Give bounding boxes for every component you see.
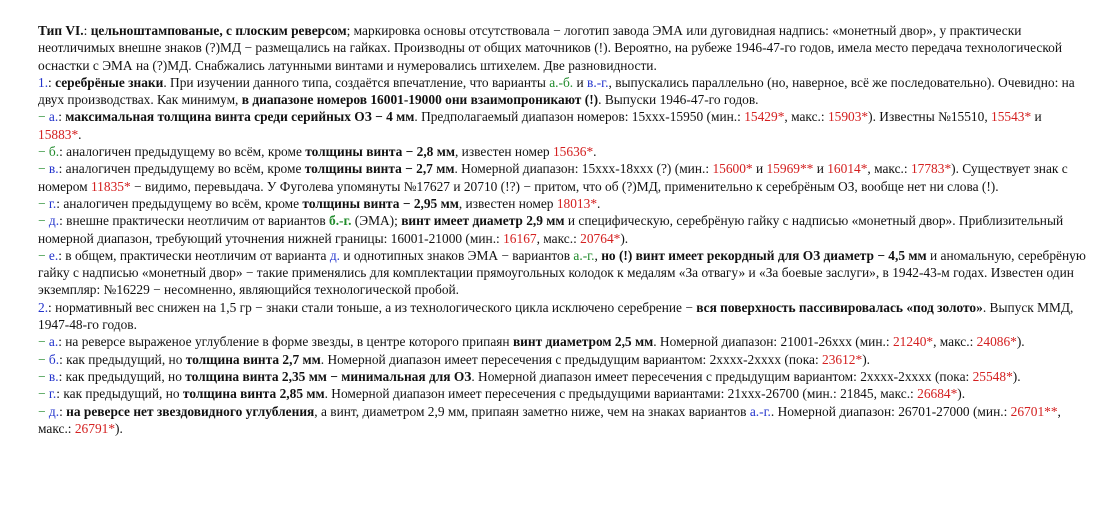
- emphasis-text: вся поверхность пассивировалась «под золото»: [696, 299, 983, 315]
- emphasis-text: винт имеет диаметр 2,9 мм: [401, 213, 565, 229]
- badge-number: 20764*: [580, 230, 621, 246]
- subtype-2-paragraph: [38, 299, 1088, 334]
- variant-2a-paragraph: [38, 333, 1088, 350]
- badge-number: 16014*: [827, 161, 868, 177]
- variant-1a-paragraph: [38, 108, 1088, 143]
- variant-2e-paragraph: [38, 403, 1088, 438]
- badge-number: 26684*: [917, 386, 958, 402]
- text-span: . Номерной диапазон: 26701-27000 (мин.:: [770, 403, 1011, 419]
- text-span: :: [48, 74, 56, 90]
- variant-letter: в.: [48, 368, 59, 384]
- text-span: . Номерной диапазон имеет пересечения с предыдущим вариантом: 2хххх-2хххх (пока:: [320, 351, 823, 367]
- text-span: .: [593, 144, 597, 160]
- text-span: : в общем, практически неотличим от варианта: [58, 247, 330, 263]
- bullet-dash: −: [38, 161, 49, 177]
- badge-number: 11835*: [90, 178, 131, 194]
- bullet-dash: −: [38, 351, 49, 367]
- variant-ref: в.-г.: [587, 74, 609, 90]
- emphasis-text: толщина винта 2,35 мм − минимальная для ОЗ: [185, 368, 472, 384]
- text-span: , известен номер: [458, 195, 557, 211]
- bullet-dash: −: [38, 368, 49, 384]
- variant-2b-paragraph: [38, 351, 1088, 368]
- emphasis-text: толщины винта − 2,8 мм: [305, 144, 455, 160]
- variant-ref: а.-г.: [573, 247, 595, 263]
- variant-letter: а.: [48, 334, 59, 350]
- text-span: и специфическую, серебрёную гайку с надписью «монетный двор». Приблизительный номерной диапазон, требующий уточнения нижней границы: 16001-21000 (мин.:: [38, 213, 1064, 246]
- text-span: ).: [1016, 334, 1025, 350]
- badge-number: 16167: [503, 230, 537, 246]
- bullet-dash: −: [38, 386, 49, 402]
- text-span: , выпускались параллельно (но, наверное, всё же последовательно). Очевидно: на двух производствах. Как минимум,: [38, 74, 1075, 108]
- text-span: ; маркировка основы отсутствовала − логотип завода ЭМА или дуговидная надпись: «монетный двор», у практически неотличимых внешне знаков (?)МД − размещались на гайках. Производны от общих маточников (!). Вероятно, на рубеже 1946-47-го годов, имела место передача технологической оснастки с ЭМА на (?)МД. Снабжались латунными винтами и нумеровались штихелем. Две разновидности.: [38, 23, 1063, 73]
- type-subtitle: цельноштампованые, с плоским реверсом: [90, 23, 347, 38]
- text-span: . Номерной диапазон имеет пересечения с предыдущими вариантами: 21ххх-26700 (мин.: 21845, макс.:: [324, 386, 918, 402]
- badge-number: 25548*: [972, 368, 1013, 384]
- text-span: : нормативный вес снижен на 1,5 гр − знаки стали тоньше, а из технологического цикла исключено серебрение −: [48, 299, 697, 315]
- badge-number: 24086*: [976, 334, 1017, 350]
- emphasis-text: толщина винта 2,7 мм: [185, 351, 321, 367]
- text-span: ).: [957, 386, 966, 402]
- emphasis-text: но (!) винт имеет рекордный для ОЗ диаметр − 4,5 мм: [601, 247, 927, 263]
- text-span: . Номерной диапазон имеет пересечения с предыдущим вариантом: 2хххх-2хххх (пока:: [471, 368, 973, 384]
- variant-1e-paragraph: [38, 212, 1088, 247]
- badge-number: 18013*: [556, 195, 598, 211]
- text-span: , макс.:: [784, 109, 828, 125]
- text-span: . При изучении данного типа, создаётся впечатление, что варианты: [163, 74, 550, 90]
- variant-letter: д.: [48, 213, 60, 229]
- text-span: : как предыдущий, но: [59, 351, 186, 367]
- text-span: ).: [620, 230, 629, 246]
- text-span: , макс.:: [38, 403, 1061, 436]
- emphasis-text: в диапазоне номеров 16001-19000 они взаимопроникают (!): [241, 92, 599, 108]
- variant-letter: г.: [48, 195, 57, 211]
- text-span: : как предыдущий, но: [56, 386, 183, 402]
- emphasis-text: на реверсе нет звездовидного углубления: [66, 403, 315, 419]
- variant-ref: а.-б.: [549, 74, 574, 90]
- badge-number: 26791*: [74, 420, 116, 436]
- text-span: : на реверсе выраженое углубление в форме звезды, в центре которого припаян: [58, 334, 513, 350]
- type-title: Тип VI.: [38, 23, 84, 38]
- badge-number: 15543*: [991, 109, 1032, 125]
- variant-ref: д.: [329, 247, 340, 263]
- variant-letter: в.: [48, 161, 59, 177]
- variant-letter: б.: [48, 351, 60, 367]
- text-span: :: [83, 23, 91, 38]
- variant-2d-paragraph: [38, 385, 1088, 402]
- text-span: :: [58, 109, 66, 125]
- variant-2c-paragraph: [38, 368, 1088, 385]
- text-span: : аналогичен предыдущему во всём, кроме: [58, 161, 305, 177]
- text-span: и: [1031, 109, 1042, 125]
- text-span: − видимо, перевыдача. У Фуголева упомянуты №17627 и 20710 (!?) − притом, что об (?)МД, применительно к серебрёным ОЗ, вообще нет ни слова (!).: [130, 178, 999, 194]
- text-span: . Выпуски 1946-47-го годов.: [598, 92, 759, 108]
- variant-1f-paragraph: [38, 247, 1088, 299]
- document-body: [38, 22, 1088, 437]
- text-span: и аномальную, серебрёную гайку с надписью «монетный двор» − такие применялись для комплектации прямоугольных колодок к медалям «За отвагу» и «За боевые заслуги», в 1942-43-м годах. Известен один экземпляр: №16229 − несомненно, являющийся технологической пробой.: [38, 247, 1086, 298]
- emphasis-text: максимальная толщина винта среди серийных ОЗ − 4 мм: [65, 109, 415, 125]
- text-span: , а винт, диаметром 2,9 мм, припаян заметно ниже, чем на знаках вариантов: [314, 403, 750, 419]
- text-span: ).: [115, 420, 123, 436]
- text-span: : как предыдущий, но: [58, 368, 186, 384]
- subtype-title: серебрёные знаки: [55, 74, 164, 90]
- badge-number: 15636*: [552, 144, 594, 160]
- variant-letter: б.: [48, 144, 60, 160]
- text-span: (ЭМА);: [351, 213, 402, 229]
- variant-1c-paragraph: [38, 160, 1088, 195]
- subtype-number: 1.: [38, 74, 49, 90]
- text-span: : внешне практически неотличим от вариантов: [59, 213, 330, 229]
- variant-letter: е.: [48, 247, 59, 263]
- text-span: .: [78, 126, 82, 142]
- variant-1d-paragraph: [38, 195, 1088, 212]
- text-span: :: [59, 403, 67, 419]
- text-span: . Номерной диапазон: 21001-26ххх (мин.:: [653, 334, 893, 350]
- badge-number: 15969**: [766, 161, 814, 177]
- text-span: и: [813, 161, 828, 177]
- variant-1b-paragraph: [38, 143, 1088, 160]
- text-span: : аналогичен предыдущему во всём, кроме: [56, 195, 303, 211]
- bullet-dash: −: [38, 213, 49, 229]
- bullet-dash: −: [38, 109, 49, 125]
- text-span: , известен номер: [454, 144, 553, 160]
- bullet-dash: −: [38, 144, 49, 160]
- text-span: и однотипных знаков ЭМА − вариантов: [339, 247, 574, 263]
- text-span: : аналогичен предыдущему во всём, кроме: [59, 144, 306, 160]
- emphasis-text: винт диаметром 2,5 мм: [512, 334, 654, 350]
- badge-number: 15600*: [712, 161, 753, 177]
- emphasis-text: толщины винта − 2,95 мм: [302, 195, 459, 211]
- text-span: и: [573, 74, 588, 90]
- text-span: ,: [594, 247, 602, 263]
- badge-number: 15883*: [38, 126, 79, 142]
- badge-number: 21240*: [892, 334, 934, 350]
- text-span: ). Существует знак с номером: [38, 161, 1068, 194]
- bullet-dash: −: [38, 247, 49, 263]
- variant-letter: а.: [48, 109, 59, 125]
- badge-number: 26701**: [1010, 403, 1058, 419]
- subtype-1-paragraph: [38, 74, 1088, 109]
- text-span: . Номерной диапазон: 15ххх-18ххх (?) (мин.:: [454, 161, 713, 177]
- text-span: ).: [862, 351, 870, 367]
- bullet-dash: −: [38, 195, 49, 211]
- text-span: , макс.:: [933, 334, 977, 350]
- text-span: .: [597, 195, 601, 211]
- bullet-dash: −: [38, 334, 49, 350]
- badge-number: 23612*: [822, 351, 863, 367]
- badge-number: 15903*: [827, 109, 869, 125]
- variant-ref: а.-г.: [749, 403, 771, 419]
- subtype-number: 2.: [38, 299, 49, 315]
- variant-letter: г.: [48, 386, 57, 402]
- text-span: , макс.:: [536, 230, 581, 246]
- emphasis-text: толщина винта 2,85 мм: [182, 386, 325, 402]
- type-intro-paragraph: [38, 22, 1088, 74]
- text-span: и: [752, 161, 767, 177]
- variant-ref: б.-г.: [329, 213, 352, 229]
- variant-letter: д.: [48, 403, 60, 419]
- text-span: , макс.:: [867, 161, 911, 177]
- badge-number: 17783*: [910, 161, 952, 177]
- emphasis-text: толщины винта − 2,7 мм: [304, 161, 455, 177]
- text-span: ).: [1012, 368, 1021, 384]
- text-span: . Предполагаемый диапазон номеров: 15ххх-15950 (мин.:: [414, 109, 745, 125]
- badge-number: 15429*: [744, 109, 785, 125]
- text-span: . Выпуск ММД, 1947-48-го годов.: [38, 299, 1074, 333]
- bullet-dash: −: [38, 403, 49, 419]
- text-span: ). Известны №15510,: [868, 109, 992, 125]
